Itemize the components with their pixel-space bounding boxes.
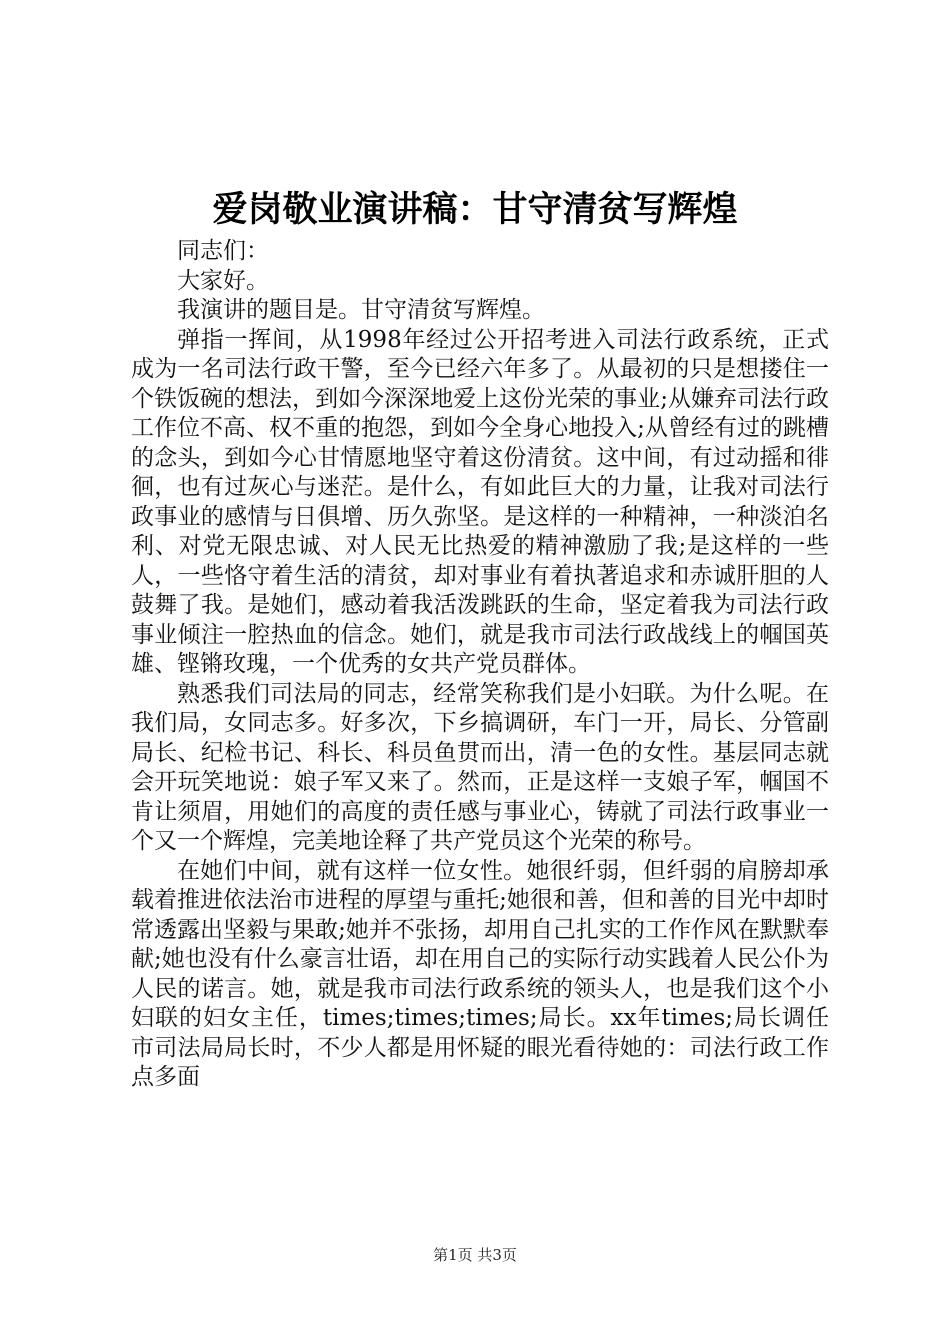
paragraph-salutation: 同志们： — [177, 238, 269, 264]
paragraph-greeting: 大家好。 — [177, 267, 269, 294]
paragraph-body: 弹指一挥间，从1998年经过公开招考进入司法行政系统，正式成为一名司法行政干警，至今已经六年多了。从最初的只是想搂住一个铁饭碗的想法，到如今深深地爱上这份光荣的事业;从嫌弃司法行政工作位不高、权不重的抱怨，到如今全身心地投入;从曾经有过的跳槽的念头，到如今心甘情愿地坚守着这份清贫。这中间，有过动摇和徘徊，也有过灰心与迷茫。是什么，有如此巨大的力量，让我对司法行政事业的感情与日俱增、历久弥坚。是这样的一种精神，一种淡泊名利、对党无限忠诚、对人民无比热爱的精神激励了我;是这样的一些人，一些恪守着生活的清贫，却对事业有着执著追求和赤诚肝胆的人鼓舞了我。是她们，感动着我活泼跳跃的生命，坚定着我为司法行政事业倾注一腔热血的信念。她们，就是我市司法行政战线上的帼国英雄、铿锵玫瑰，一个优秀的女共产党员群体。 — [131, 326, 829, 677]
paragraph-body: 在她们中间，就有这样一位女性。她很纤弱，但纤弱的肩膀却承载着推进依法治市进程的厚望与重托;她很和善，但和善的目光中却时常透露出坚毅与果敢;她并不张扬，却用自己扎实的工作作风在默默奉献;她也没有什么豪言壮语，却在用自己的实际行动实践着人民公仆为人民的诺言。她，就是我市司法行政系统的领头人，也是我们这个小妇联的妇女主任，times;times;times;局长。xx年times;局长调任市司法局局长时，不少人都是用怀疑的眼光看待她的：司法行政工作点多面 — [131, 857, 829, 1090]
paragraph-topic: 我演讲的题目是。甘守清贫写辉煌。 — [177, 297, 545, 323]
document-body — [131, 237, 829, 1093]
page-number: 第1页 共3页 — [433, 1246, 517, 1264]
paragraph-body: 熟悉我们司法局的同志，经常笑称我们是小妇联。为什么呢。在我们局，女同志多。好多次，下乡搞调研，车门一开，局长、分管副局长、纪检书记、科长、科员鱼贯而出，清一色的女性。基层同志就会开玩笑地说：娘子军又来了。然而，正是这样一支娘子军，帼国不肯让须眉，用她们的高度的责任感与事业心，铸就了司法行政事业一个又一个辉煌，完美地诠释了共产党员这个光荣的称号。 — [131, 680, 829, 854]
document-title: 爱岗敬业演讲稿：甘守清贫写辉煌 — [212, 189, 738, 230]
